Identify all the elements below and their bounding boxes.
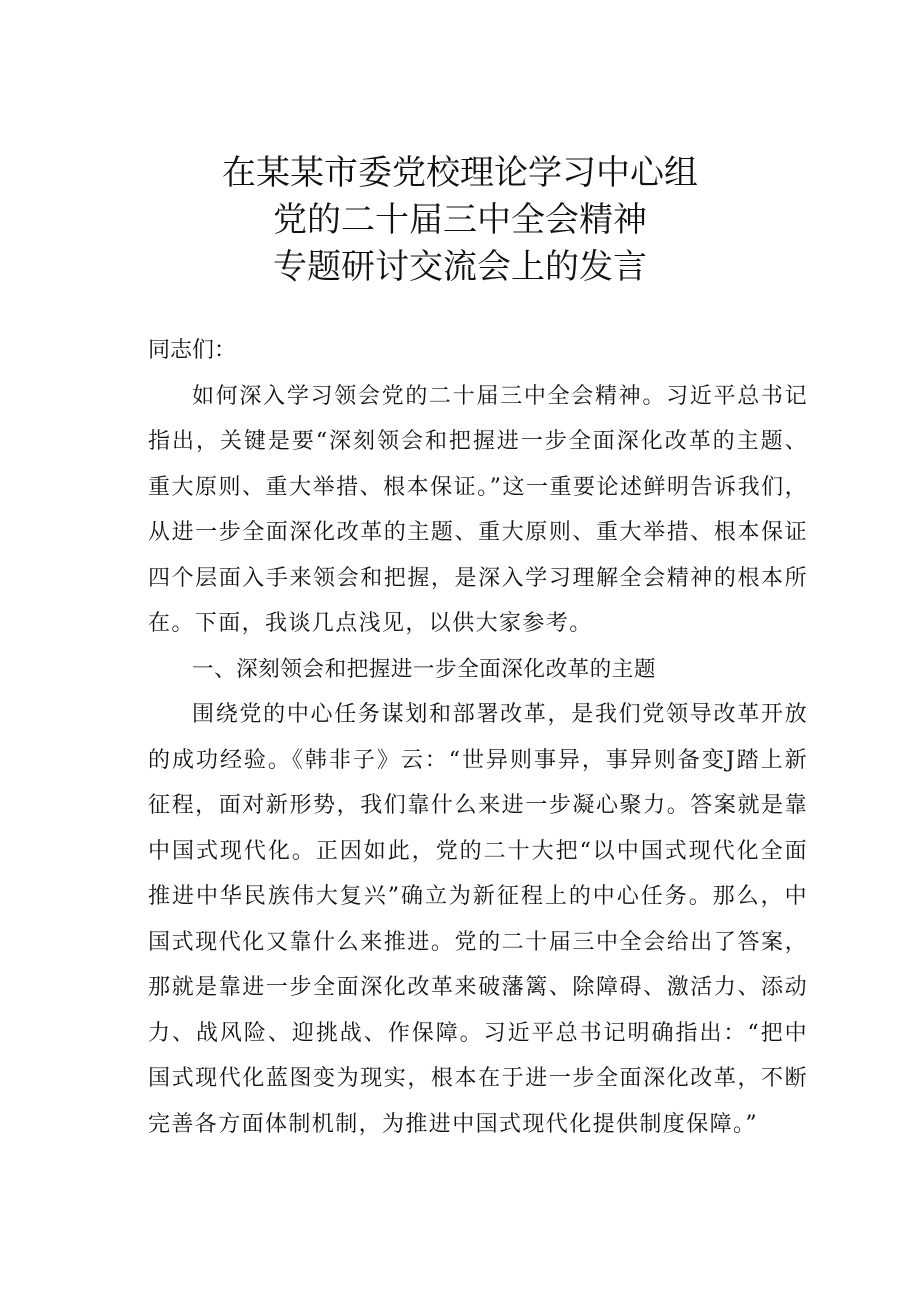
title-line-1: 在某某市委党校理论学习中心组: [222, 153, 698, 193]
title-line-2: 党的二十届三中全会精神: [273, 200, 647, 240]
section-1-paragraph: 围绕党的中心任务谋划和部署改革，是我们党领导改革开放的成功经验。《韩非子》云：“世异则事异，事异则备变J踏上新征程，面对新形势，我们靠什么来进一步凝心聚力。答案就是靠中国式现代化。正因如此，党的二十大把“以中国式现代化全面推进中华民族伟大复兴”确立为新征程上的中心任务。那么，中国式现代化又靠什么来推进。党的二十届三中全会给出了答案，那就是靠进一步全面深化改革来破藩篱、除障碍、激活力、添动力、战风险、迎挑战、作保障。习近平总书记明确指出：“把中国式现代化蓝图变为现实，根本在于进一步全面深化改革，不断完善各方面体制机制，为推进中国式现代化提供制度保障。”: [148, 702, 808, 1137]
title-line-3: 专题研讨交流会上的发言: [273, 247, 647, 287]
document-title: [0, 150, 920, 291]
salutation: 同志们：: [148, 338, 237, 363]
section-1-heading: 一、深刻领会和把握进一步全面深化改革的主题: [192, 656, 657, 682]
intro-paragraph: 如何深入学习领会党的二十届三中全会精神。习近平总书记指出，关键是要“深刻领会和把握进一步全面深化改革的主题、重大原则、重大举措、根本保证。”这一重要论述鲜明告诉我们，从进一步全面深化改革的主题、重大原则、重大举措、根本保证四个层面入手来领会和把握，是深入学习理解全会精神的根本所在。下面，我谈几点浅见，以供大家参考。: [148, 383, 808, 636]
document-body: [148, 328, 808, 1147]
